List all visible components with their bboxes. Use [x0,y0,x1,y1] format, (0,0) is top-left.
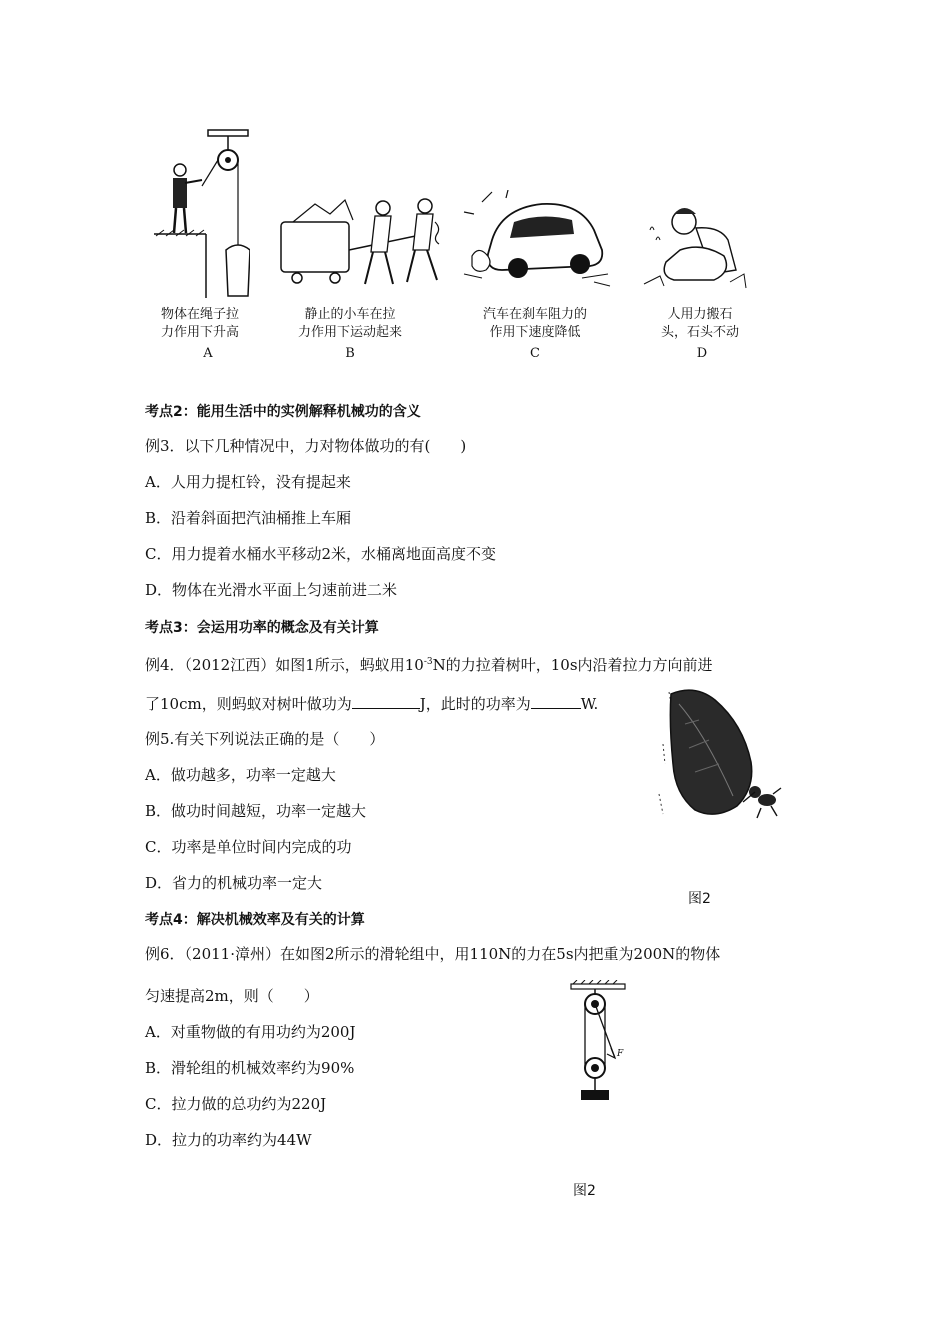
figure-row [140,120,780,370]
ex6-option-c: C．拉力做的总功约为220J [145,1095,327,1113]
ex4-exponent: -3 [423,657,433,667]
pulley-force-label: F [617,1049,624,1059]
figure-c-car-braking [462,190,612,295]
kp2-title: 考点2：能用生活中的实例解释机械功的含义 [145,404,421,420]
ex3-stem: 例3．以下几种情况中，力对物体做功的有( ) [145,437,467,455]
figure-b-cart-pulled [275,192,455,297]
caption-a [140,306,260,342]
ex4-power-blank[interactable] [531,694,581,709]
ex4-line1 [145,652,713,675]
letter-b: B [345,346,355,361]
ex6-line1: 例6．（2011·漳州）在如图2所示的滑轮组中，用110N的力在5s内把重为200N的物体 [145,945,721,963]
ex4-line2-c: W. [580,695,599,713]
ex6-option-a: A．对重物做的有用功约为200J [145,1023,356,1041]
leaf-figure-label: 图2 [688,891,711,907]
pulley-group-figure [565,980,635,1110]
ex6-line2: 匀速提高2m，则（ ） [145,987,319,1005]
ex4-line1-b: N的力拉着树叶，10s内沿着拉力方向前进 [432,656,713,674]
caption-a-line2: 力作用下升高 [160,325,239,340]
letter-d: D [696,346,708,361]
ex6-option-b: B．滑轮组的机械效率约为90% [145,1059,355,1077]
letter-c: C [530,346,540,361]
caption-d-line1: 人用力搬石 [667,307,733,322]
ex4-line2-a: 了10cm，则蚂蚁对树叶做功为 [145,695,352,713]
caption-d-line2: 头，石头不动 [660,325,739,340]
ex4-line1-a: 例4．（2012江西）如图1所示，蚂蚁用10 [145,656,424,674]
caption-b [285,306,415,342]
ex5-option-d: D．省力的机械功率一定大 [145,874,323,892]
ex3-option-a: A．人用力提杠铃，没有提起来 [145,473,351,491]
ex5-option-a: A．做功越多，功率一定越大 [145,766,336,784]
caption-b-line2: 力作用下运动起来 [297,325,402,340]
kp4-title: 考点4：解决机械效率及有关的计算 [145,912,365,928]
caption-c [470,306,600,342]
ex5-option-b: B．做功时间越短，功率一定越大 [145,802,367,820]
ex6-option-d: D．拉力的功率约为44W [145,1131,312,1149]
ex4-line2 [145,694,598,714]
caption-b-line1: 静止的小车在拉 [304,307,396,322]
ex3-option-b: B．沿着斜面把汽油桶推上车厢 [145,509,352,527]
caption-c-line1: 汽车在刹车阻力的 [482,307,587,322]
ex3-option-c: C．用力提着水桶水平移动2米，水桶离地面高度不变 [145,545,497,563]
caption-a-line1: 物体在绳子拉 [160,307,239,322]
ex5-stem: 例5.有关下列说法正确的是（ ） [145,730,385,748]
figure-d-lifting-stone [640,200,750,295]
ex5-option-c: C．功率是单位时间内完成的功 [145,838,352,856]
caption-d [640,306,760,342]
caption-c-line2: 作用下速度降低 [489,325,581,340]
figure-a-pulley-lift [150,128,250,303]
ex4-work-blank[interactable] [352,694,420,709]
ex3-option-d: D．物体在光滑水平面上匀速前进二米 [145,581,398,599]
ex4-line2-b: J，此时的功率为 [419,695,531,713]
pulley-figure-label: 图2 [573,1183,596,1199]
letter-a: A [203,346,213,361]
leaf-ant-figure [655,684,785,824]
kp3-title: 考点3：会运用功率的概念及有关计算 [145,620,379,636]
